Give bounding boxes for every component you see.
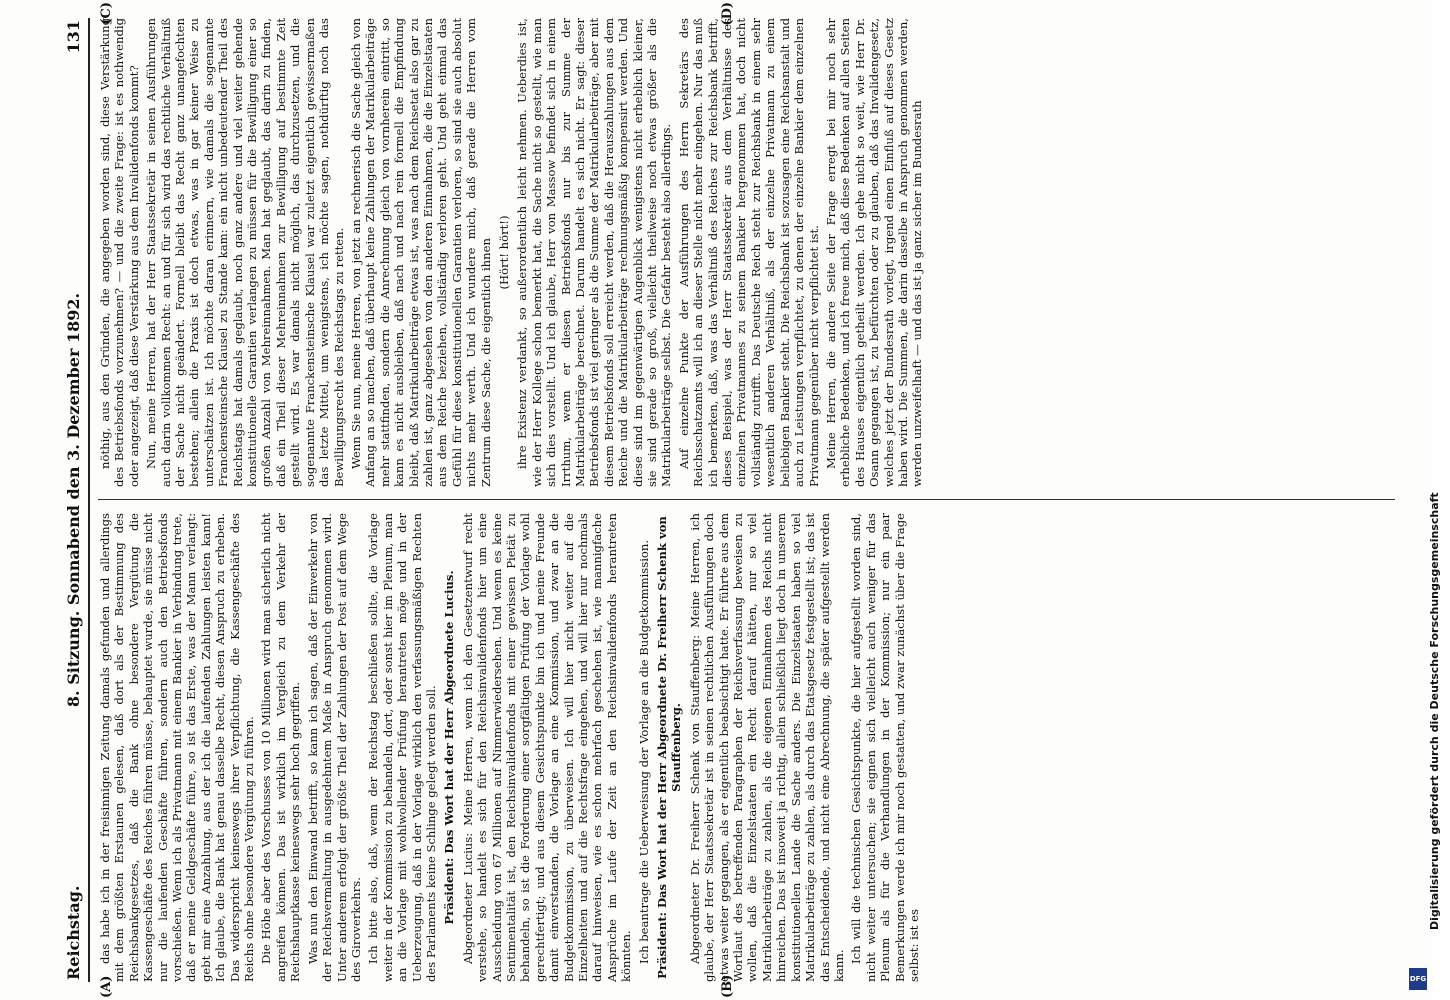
paragraph: Die Höhe aber des Vorschusses von 10 Millionen wird man sicherlich nicht angreifen können. Das ist wirklich im Vergleich zu dem Verkehr der Reichshauptkasse keineswegs sehr hoch gegriffen.: [259, 513, 303, 982]
page-number: 131: [64, 20, 83, 54]
paragraph: Nun, meine Herren, hat der Herr Staatssekretär in seinen Ausführungen auch darin vollkommen Recht: an und für sich wird das rechtliche Verhältniß der Sache nicht geändert. Formell bleibt das Recht ganz unangefochten bestehen; allein die Praxis ist doch etwas, was in gar keiner Weise zu unterschätzen ist. Ich möchte daran erinnern, wie damals die sogenannte Franckensteinsche Klausel zu Stande kam: ein nicht unbedeutender Theil des Reichstags hat damals geglaubt, noch ganz andere und viel weiter gehende konstitutionelle Garantien verlangen zu müssen für die Bewilligung einer so großen Anzahl von Mehreinnahmen. Man hat geglaubt, das darin zu finden, daß ein Theil dieser Mehreinnahmen zur Bewilligung auf bestimmte Zeit gestellt wird. Es war damals nicht möglich, das durchzusetzen, und die sogenannte Franckensteinsche Klausel war zuletzt eigentlich gewissermaßen das letzte Mittel, um wenigstens, ich möchte sagen, nothdürftig noch das Bewilligungsrecht des Reichstags zu retten.: [144, 18, 346, 487]
margin-mark-b: (B): [719, 974, 735, 998]
paragraph: Auf einzelne Punkte der Ausführungen des Herrn Sekretärs des Reichsschatzamts will ich an dieser Stelle nicht mehr eingehen. Nur das muß ich bemerken, daß, was das Verhältniß des Reiches zur Reichsbank betrifft, dieses Beispiel, was der Herr Staatssekretär aus dem Verhältnisse des einzelnen Privatmannes zu seinem Bankier hergenommen hat, doch nicht vollständig zutrifft. Das Deutsche Reich steht zur Reichsbank in einem sehr wesentlich anderen Verhältniß, als der einzelne Privatmann zu einem beliebigen Bankier steht. Die Reichsbank ist sozusagen eine Reichsanstalt und auch zu Leistungen verpflichtet, zu denen der einzelne Bankier dem einzelnen Privatmann gegenüber nicht verpflichtet ist.: [676, 18, 821, 487]
dfg-logo: DFG: [1409, 968, 1427, 990]
paragraph: ihre Existenz verdankt, so außerordentlich leicht nehmen. Ueberdies ist, wie der Herr Kollege schon bemerkt hat, die Sache nicht so gestellt, wie man sich dies vorstellt. Und ich glaube, Herr von Massow befindet sich in einem Irrthum, wenn er diesen Betriebsfonds nur bis zur Summe der Matrikularbeiträge berechnet. Darum handelt es sich nicht. Er sagt: dieser Betriebsfonds ist viel geringer als die Summe der Matrikularbeiträge, aber mit diesem Betriebsfonds soll erreicht werden, daß die Herauszahlungen aus dem Reiche und die Matrikularbeiträge rechnungsmäßig kompensirt werden. Und diese sind im gegenwärtigen Augenblick wenigstens nicht erheblich kleiner, sie sind gerade so groß, vielleicht theilweise noch etwas größer als die Matrikularbeiträge selbst. Die Gefahr besteht also allerdings.: [515, 18, 674, 487]
column-divider: [98, 499, 1395, 500]
header-left: Reichstag.: [64, 885, 83, 980]
paragraph: Ich beantrage die Ueberweisung der Vorlage an die Budgetkommission.: [636, 539, 651, 964]
interjection: (Hört! hört!): [496, 215, 511, 290]
paragraph: Wenn Sie nun, meine Herren, von jetzt an rechnerisch die Sache gleich von Anfang an so machen, daß überhaupt keine Zahlungen der Matrikularbeiträge mehr stattfinden, sondern die Anrechnung gleich von vornherein eintritt, so kann es nicht ausbleiben, daß nach und nach rein formell die Empfindung bleibt, daß Matrikularbeiträge etwas ist, was nach dem Reichsetat also gar zu zahlen ist, ganz abgesehen von den anderen Einnahmen, die die Einzelstaaten aus dem Reiche beziehen, vollständig verloren geht. Und geht einmal das Gefühl für diese konstitutionellen Garantien verloren, so sind sie auch absolut nichts mehr werth. Und ich wundere mich, daß gerade die Herren vom Zentrum diese Sache, die eigentlich ihnen: [348, 18, 493, 487]
paragraph: nöthig, aus den Gründen, die angegeben worden sind, diese Verstärkung des Betriebsfonds vorzunehmen? — und die zweite Frage: ist es nothwendig oder angezeigt, daß diese Verstärkung aus dem Invalidenfonds kommt?: [98, 18, 141, 487]
rotated-page-content: [58, 0, 1403, 1000]
speaker-line: Präsident: Das Wort hat der Herr Abgeordnete Dr. Freiherr Schenk von Stauffenberg.: [655, 516, 684, 979]
right-column: [98, 2, 1395, 487]
text-columns: [98, 2, 1395, 998]
paragraph: Abgeordneter Lucius: Meine Herren, wenn ich den Gesetzentwurf recht verstehe, so handelt es sich für den Reichsinvalidenfonds hier um eine Ausscheidung von 67 Millionen auf Nimmerwiedersehen. Und wenn es keine Sentimentalität ist, den Reichsinvalidenfonds mit einer gewissen Pietät zu behandeln, so ist die Forderung einer sorgfältigen Prüfung der Vorlage wohl gerechtfertigt; und aus diesem Gesichtspunkte bin ich und meine Freunde damit einverstanden, die Vorlage an eine Kommission, und zwar an die Budgetkommission, zu überweisen. Ich will hier nicht weiter auf die Einzelheiten und auf die Rechtsfrage eingehen, und will hier nur nochmals darauf hinweisen, wie es schon mehrfach geschehen ist, wie mannigfache Ansprüche im Laufe der Zeit an den Reichsinvalidenfonds herantreten könnten.: [460, 513, 634, 982]
header-center: 8. Sitzung. Sonnabend den 3. Dezember 1892.: [64, 292, 83, 708]
paragraph: Meine Herren, die andere Seite der Frage erregt bei mir noch sehr erhebliche Bedenken, und ich freue mich, daß diese Bedenken auf allen Seiten des Hauses eigentlich getheilt werden. Ich gehe nicht so weit, wie Herr Dr. Osann gegangen ist, zu befürchten oder zu glauben, daß das Invalidengesetz, welches jetzt der Bundesrath vorlegt, irgend einen Einfluß auf dieses Gesetz haben wird. Die Summen, die darin dasselbe in Anspruch genommen werden, werden unzweifelhaft — und das ist ja ganz sicher im Bundesrath: [823, 18, 925, 487]
margin-mark-c: (C): [99, 2, 114, 25]
digitization-stamp: [1406, 0, 1441, 1000]
paragraph: das habe ich in der freisinnigen Zeitung damals gefunden und allerdings mit dem größten Erstaunen gelesen, daß dort als der Bestimmung des Reichsbankgesetzes, daß die Bank ohne besondere Vergütung die Kassengeschäfte des Reiches führen müsse, behauptet wurde, sie müsse nicht nur die laufenden Geschäfte führen, sondern auch den Betriebsfonds vorschießen. Wenn ich als Privatmann mit einem Bankier in Verbindung trete, daß er meine Geldgeschäfte führe, so ist das Erste, was der Mann verlangt: gebt mir eine Anzahlung, aus der ich die laufenden Zahlungen leisten kann! Ich glaube, die Bank hat genau dasselbe Recht, diesen Anspruch zu erheben. Das widerspricht keineswegs ihrer Verpflichtung, die Kassengeschäfte des Reichs ohne besondere Vergütung zu führen.: [98, 513, 257, 982]
stamp-text: Digitalisierung gefördert durch die Deutsche Forschungsgemeinschaft: [1428, 492, 1441, 930]
paragraph: Ich bitte also, daß, wenn der Reichstag beschließen sollte, die Vorlage weiter in der Kommission zu behandeln, dort, oder sonst hier im Plenum, man an die Vorlage mit wohlwollender Prüfung herantreten möge und in der Ueberzeugung, daß in der Vorlage wirklich den verfassungsmäßigen Rechten des Parlaments keine Schlinge gelegt werden soll.: [366, 513, 438, 982]
margin-mark-a: (A): [99, 975, 114, 998]
left-column: [98, 513, 1395, 998]
header-rule: [88, 18, 90, 982]
margin-mark-d: (D): [719, 2, 735, 26]
speaker-line: Präsident: Das Wort hat der Herr Abgeordnete Lucius.: [442, 570, 457, 925]
paragraph: Abgeordneter Dr. Freiherr Schenk von Stauffenberg: Meine Herren, ich glaube, der Herr Staatssekretär ist in seinen rechtlichen Ausführungen doch etwas weiter gegangen, als er eigentlich beabsichtigt hatte. Er führte aus dem Wortlaut des betreffenden Paragraphen der Reichsverfassung beweisen zu wollen, daß die Einzelstaaten ein Recht darauf hätten, nur so viel Matrikularbeiträge zu zahlen, als die eigenen Einnahmen des Reichs nicht hinreichen. Das ist insoweit ja richtig, allein schließlich liegt doch in unserem konstitutionellen Lande die Sache anders. Die Einzelstaaten haben so viel Matrikularbeiträge zu zahlen, als durch das Etatsgesetz festgestellt ist; das ist das Entscheidende, und nicht eine Abrechnung, die später aufgestellt werden kann.: [687, 513, 846, 982]
paragraph: Was nun den Einwand betrifft, so kann ich sagen, daß der Einverkehr von der Reichsvermaltung in ausgedehntem Maße in Anspruch genommen wird. Unter anderem erfolgt der größte Theil der Zahlungen der Post auf dem Wege des Giroverkehrs.: [305, 513, 363, 982]
paragraph: Ich will die technischen Gesichtspunkte, die hier aufgestellt worden sind, nicht weiter untersuchen; sie eignen sich vielleicht auch weniger für das Plenum als für die Verhandlungen in der Kommission; nur ein paar Bemerkungen werde ich mir noch gestatten, und zwar zunächst über die Frage selbst: ist es: [849, 513, 921, 982]
running-header: [64, 20, 90, 980]
